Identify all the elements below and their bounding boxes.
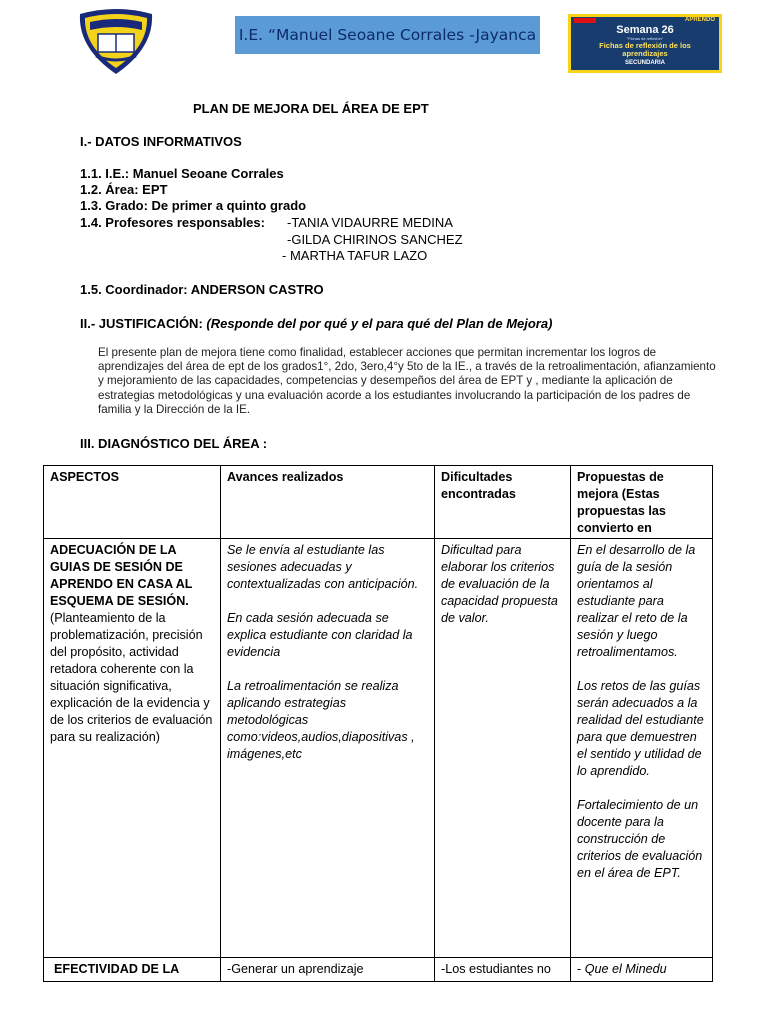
dificultades-text: Dificultad para elaborar los criterios de evaluación de la capacidad propuesta de valor. [441, 543, 558, 625]
avances-1: Se le envía al estudiante las sesiones adecuadas y contextualizadas con anticipación. [227, 543, 419, 591]
avances-3: La retroalimentación se realiza aplicando estrategias metodológicas como:videos,audios,diapositivas , imágenes,etc [227, 679, 415, 761]
cell-aspecto-2: EFECTIVIDAD DE LA [44, 958, 221, 982]
banner-line-1: Fichas de reflexión de los [599, 41, 691, 50]
banner-subtitle: "Fichas de reflexión" [626, 36, 664, 41]
header-propuestas: Propuestas de mejora (Estas propuestas las convierto en [571, 466, 713, 539]
section-2-note: (Responde del por qué y el para qué del Plan de Mejora) [206, 316, 553, 331]
justificacion-paragraph: El presente plan de mejora tiene como finalidad, establecer acciones que permitan incrementar los logros de aprendizajes del área de ept de los grados1°, 2do, 3ero,4°y 5to de la IE., a través de la retroalimentación, afianzamiento y mejoramiento de las capacidades, competencias y desempeños del área de EPT y , mediante la aplicación de estrategias metodológicas y una evaluación acorde a los estudiantes involucrando la participación de los padres de familia y la Dirección de la IE. [98, 346, 716, 416]
table-row [44, 539, 713, 958]
header-title-box [235, 16, 540, 54]
diagnostico-table [43, 465, 713, 982]
cell-propuestas-2 [571, 958, 713, 982]
cell-dificultades-2: -Los estudiantes no [435, 958, 571, 982]
section-1-heading: I.- DATOS INFORMATIVOS [80, 134, 242, 149]
aspecto-title: ADECUACIÓN DE LA GUIAS DE SESIÓN DE APRENDO EN CASA AL ESQUEMA DE SESIÓN. [50, 543, 193, 608]
profesor-3: - MARTHA TAFUR LAZO [282, 248, 428, 263]
header-title: I.E. “Manuel Seoane Corrales -Jayanca [238, 26, 537, 44]
cell-propuestas [571, 539, 713, 958]
cell-aspecto [44, 539, 221, 958]
school-crest-logo [76, 8, 156, 76]
banner-heading [575, 42, 715, 58]
header-dificultades: Dificultades encontradas [435, 466, 571, 539]
table-row [44, 958, 713, 982]
section-2-label: II.- JUSTIFICACIÓN: [80, 316, 203, 331]
propuestas-1: En el desarrollo de la guía de la sesión orientamos al estudiante para realizar el reto de la sesión y luego retroalimentamos. [577, 543, 696, 659]
header-aspectos: ASPECTOS [44, 466, 221, 539]
area-line: 1.2. Área: EPT [80, 182, 168, 197]
banner-level: SECUNDARIA [624, 60, 665, 66]
propuestas-dash: - [577, 962, 585, 976]
section-3-heading: III. DIAGNÓSTICO DEL ÁREA : [80, 436, 268, 451]
profesor-1: -TANIA VIDAURRE MEDINA [287, 215, 453, 230]
header-avances: Avances realizados [221, 466, 435, 539]
banner-top-tag: APRENDO [684, 17, 715, 23]
ie-line: 1.1. I.E.: Manuel Seoane Corrales [80, 166, 284, 181]
aprendo-banner-inner [571, 17, 719, 70]
peru-flag-icon [574, 18, 596, 23]
grado-line: 1.3. Grado: De primer a quinto grado [80, 198, 307, 213]
propuestas-text: Que el Minedu [584, 962, 667, 976]
aprendo-banner [568, 14, 722, 73]
main-title: PLAN DE MEJORA DEL ÁREA DE EPT [193, 101, 429, 116]
profesores-label: 1.4. Profesores responsables: [80, 215, 265, 230]
banner-week: Semana 26 [616, 24, 674, 36]
avances-2: En cada sesión adecuada se explica estudiante con claridad la evidencia [227, 611, 413, 659]
aspecto-detail: (Planteamiento de la problematización, precisión del propósito, actividad retadora coherente con la situación significativa, explicación de la evidencia y de los criterios de evaluación para su realización) [50, 611, 213, 744]
cell-avances-2: -Generar un aprendizaje [221, 958, 435, 982]
cell-avances [221, 539, 435, 958]
table-header-row [44, 466, 713, 539]
cell-dificultades [435, 539, 571, 958]
propuestas-3: Fortalecimiento de un docente para la construcción de criterios de evaluación en el área de EPT. [577, 798, 703, 880]
propuestas-2: Los retos de las guías serán adecuados a la realidad del estudiante para que demuestren el sentido y utilidad de lo aprendido. [577, 679, 704, 778]
profesor-2: -GILDA CHIRINOS SANCHEZ [287, 232, 463, 247]
banner-line-2: aprendizajes [622, 49, 668, 58]
coordinador-line: 1.5. Coordinador: ANDERSON CASTRO [80, 282, 324, 297]
section-2-heading [80, 316, 552, 331]
